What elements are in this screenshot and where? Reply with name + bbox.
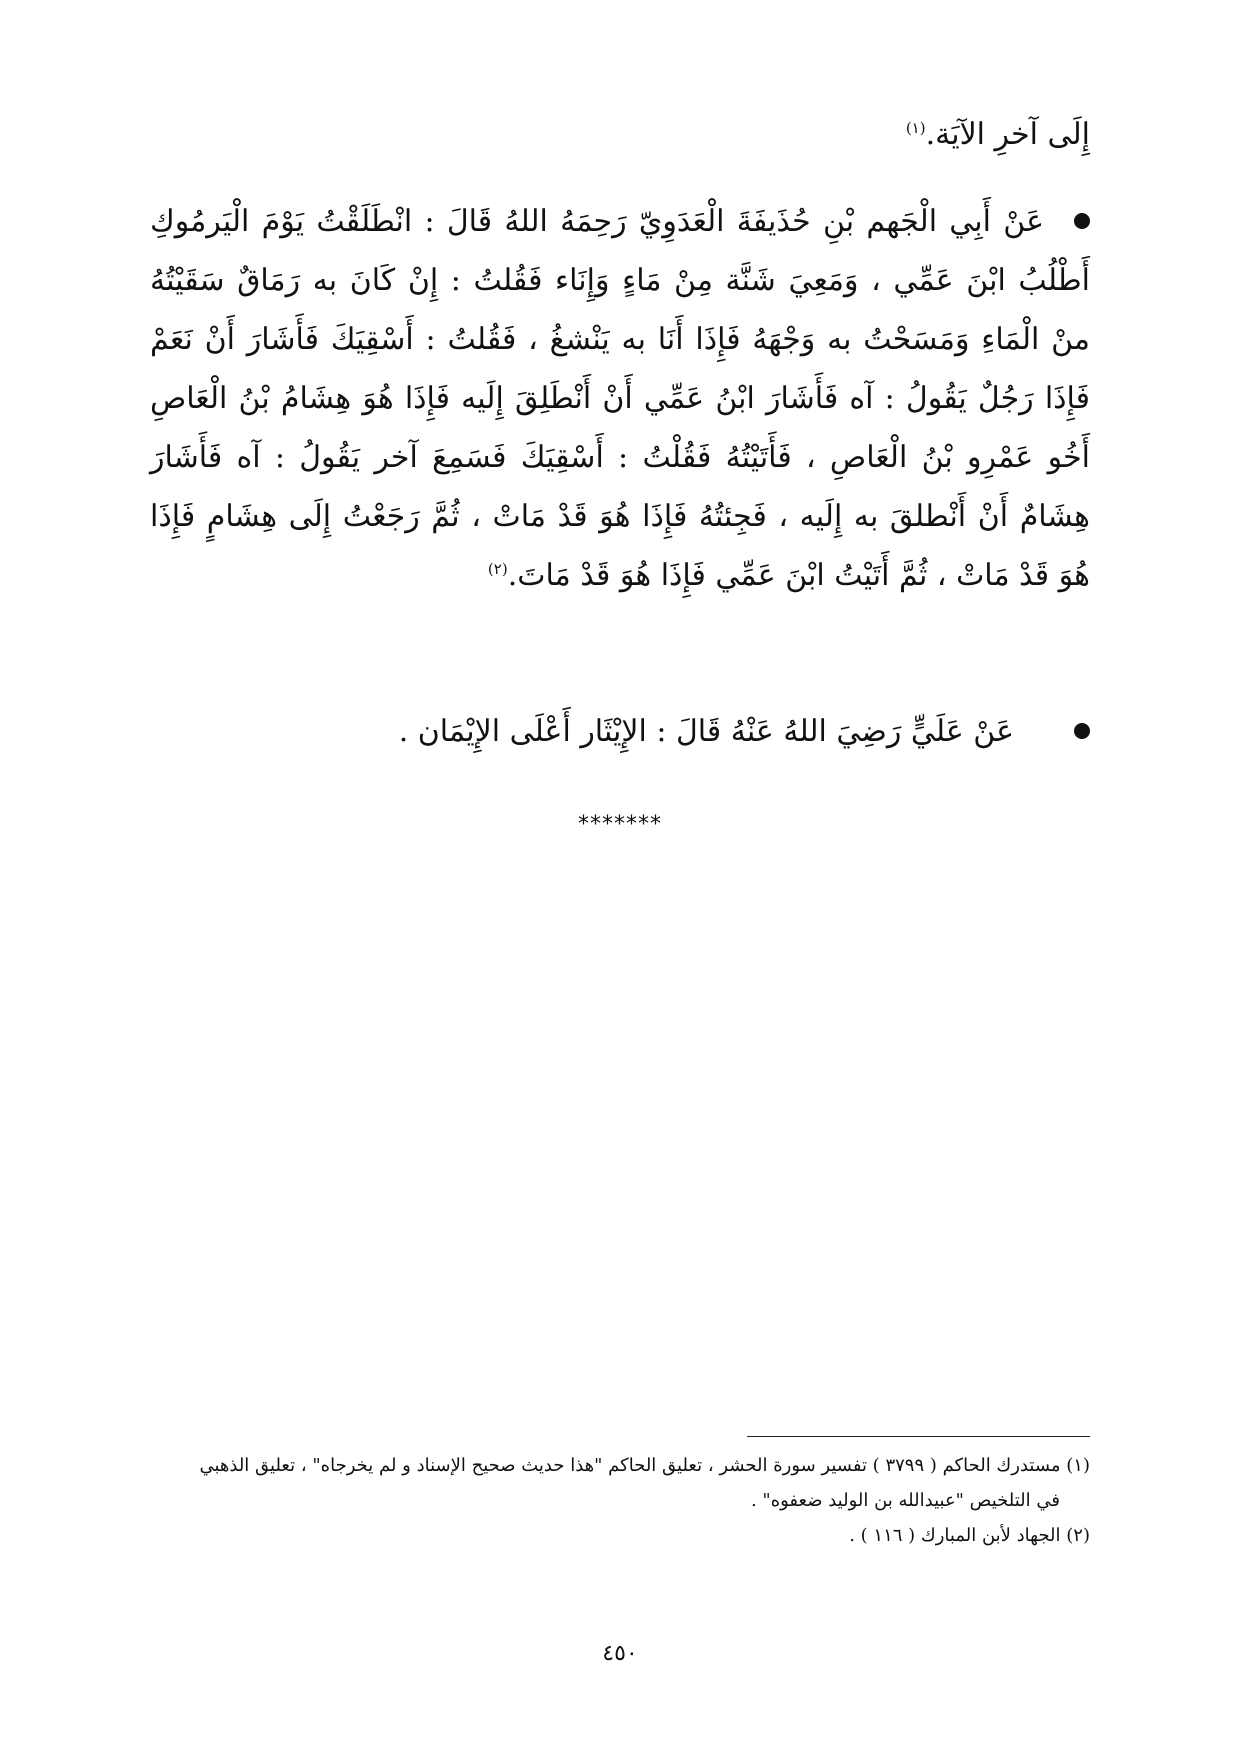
page-number: ٤٥٠ [602, 1641, 638, 1666]
paragraph-hadith-yarmouk [150, 192, 1090, 605]
bullet-icon [1074, 213, 1090, 229]
footnotes [150, 1448, 1090, 1553]
paragraph-2-text: عَنْ عَلَيٍّ رَضِيَ اللهُ عَنْهُ قَالَ : الإِيْثَار أَعْلَى الإِيْمَان . [398, 714, 1014, 749]
intro-line [150, 110, 1090, 160]
footnote-1-line-2: في التلخيص "عبيدالله بن الوليد ضعفوه" . [750, 1490, 1060, 1511]
intro-text: إِلَى آخرِ الآيَة. [925, 117, 1090, 152]
section-separator: ******* [578, 812, 662, 837]
footnote-mark-1[interactable]: (١) [905, 119, 926, 137]
bullet-icon [1074, 723, 1090, 739]
paragraph-ali-quote [150, 702, 1090, 761]
footnote-divider [747, 1436, 1090, 1437]
footnote-mark-2[interactable]: (٢) [487, 560, 508, 578]
footnote-2: (٢) الجهاد لأبن المبارك ( ١١٦ ) . [849, 1525, 1090, 1546]
paragraph-1-text: عَنْ أَبِي الْجَهم بْنِ حُذَيفَةَ الْعَدَوِيّ رَحِمَهُ اللهُ قَالَ : انْطَلَقْتُ يَوْمَ الْيَرمُوكِ أَطْلُبُ ابْنَ عَمِّي ، وَمَعِيَ شَنَّة مِنْ مَاءٍ وَإِنَاء فَقُلتُ : إِنْ كَانَ به رَمَاقٌ سَقَيْتُهُ منْ الْمَاءِ وَمَسَحْتُ به وَجْهَهُ فَإِذَا أَنَا به يَنْشغُ ، فَقُلتُ : أَسْقِيَكَ فَأَشَارَ أَنْ نَعَمْ فَإِذَا رَجُلٌ يَقُولُ : آه فَأَشَارَ ابْنُ عَمِّي أَنْ أَنْطَلِقَ إِلَيه فَإِذَا هُوَ هِشَامُ بْنُ الْعَاصِ أَخُو عَمْرِو بْنُ الْعَاصِ ، فَأَتَيْتُهُ فَقُلْتُ : أَسْقِيَكَ فَسَمِعَ آخر يَقُولُ : آه فَأَشَارَ هِشَامٌ أَنْ أَنْطلقَ به إِلَيه ، فَجِئتُهُ فَإِذَا هُوَ قَدْ مَاتْ ، ثُمَّ رَجَعْتُ إِلَى هِشَامٍ فَإِذَا هُوَ قَدْ مَاتْ ، ثُمَّ أَتَيْتُ ابْنَ عَمِّي فَإِذَا هُوَ قَدْ مَاتَ. [150, 204, 1090, 593]
footnote-1-line-1: (١) مستدرك الحاكم ( ٣٧٩٩ ) تفسير سورة الحشر ، تعليق الحاكم "هذا حديث صحيح الإسناد و لم يخرجاه" ، تعليق الذهبي [199, 1455, 1090, 1476]
